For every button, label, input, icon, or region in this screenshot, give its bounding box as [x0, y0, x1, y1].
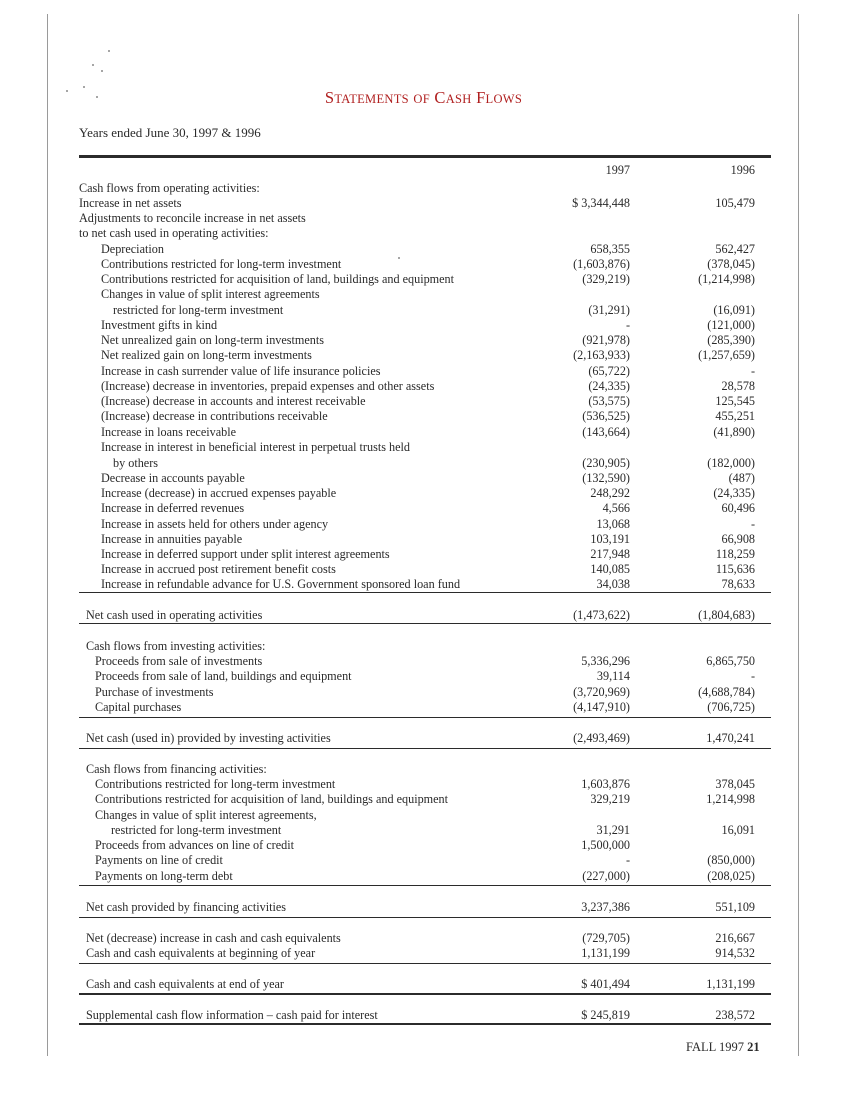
row-label: Payments on line of credit — [95, 853, 223, 867]
table-row — [79, 823, 771, 838]
value-1996: (41,890) — [713, 425, 755, 439]
row-label: Increase in net assets — [79, 196, 182, 210]
value-1997: 31,291 — [596, 823, 630, 837]
table-row — [79, 900, 771, 915]
value-1996: 562,427 — [715, 242, 755, 256]
value-1996: (850,000) — [707, 853, 755, 867]
table-row — [79, 532, 771, 547]
value-1997: 140,085 — [590, 562, 630, 576]
value-1996: 914,532 — [715, 946, 755, 960]
row-label: to net cash used in operating activities: — [79, 226, 269, 240]
table-row — [79, 211, 771, 226]
table-row — [79, 333, 771, 348]
row-label: Proceeds from sale of investments — [95, 654, 263, 668]
page-footer — [686, 1040, 760, 1055]
value-1997: (1,603,876) — [573, 257, 630, 271]
table-row — [79, 471, 771, 486]
row-label: Contributions restricted for long-term investment — [95, 777, 336, 791]
value-1996: (16,091) — [713, 303, 755, 317]
value-1996: (487) — [728, 471, 755, 485]
value-1997: 329,219 — [590, 792, 630, 806]
table-row — [79, 808, 771, 823]
row-label: (Increase) decrease in contributions receivable — [101, 409, 328, 423]
value-1997: (536,525) — [582, 409, 630, 423]
row-label: Purchase of investments — [95, 685, 214, 699]
table-row — [79, 777, 771, 792]
table-row — [79, 379, 771, 394]
value-1996: (208,025) — [707, 869, 755, 883]
table-row — [79, 639, 771, 654]
row-label: Investment gifts in kind — [101, 318, 218, 332]
row-label: Net cash used in operating activities — [86, 608, 263, 622]
value-1997: (2,493,469) — [573, 731, 630, 745]
table-row — [79, 562, 771, 577]
table-row — [79, 242, 771, 257]
page-title: STATEMENTS OF CASH FLOWS — [324, 88, 523, 107]
row-label: Contributions restricted for long-term investment — [101, 257, 342, 271]
row-label: Increase in loans receivable — [101, 425, 237, 439]
value-1996: 66,908 — [721, 532, 755, 546]
table-row — [79, 181, 771, 196]
value-1996: (1,214,998) — [698, 272, 755, 286]
rule-investing-bottom — [79, 748, 771, 749]
row-label: Increase in deferred revenues — [101, 501, 245, 515]
row-label: Contributions restricted for acquisition of land, buildings and equipment — [95, 792, 449, 806]
row-label: Increase (decrease) in accrued expenses payable — [101, 486, 337, 500]
table-row — [79, 762, 771, 777]
table-row — [79, 869, 771, 884]
value-1997: (1,473,622) — [573, 608, 630, 622]
value-1996: - — [750, 517, 755, 531]
row-label: Increase in annuities payable — [101, 532, 243, 546]
row-label: Increase in assets held for others under agency — [101, 517, 329, 531]
value-1997: 39,114 — [596, 669, 630, 683]
value-1996: 238,572 — [715, 1008, 755, 1022]
value-1997: (2,163,933) — [573, 348, 630, 362]
rule-financing-top — [79, 885, 771, 886]
value-1997: (4,147,910) — [573, 700, 630, 714]
row-label: Increase in interest in beneficial interest in perpetual trusts held — [101, 440, 410, 454]
value-1997: $ 3,344,448 — [572, 196, 630, 210]
value-1996: 216,667 — [715, 931, 755, 945]
row-label: Contributions restricted for acquisition of land, buildings and equipment — [101, 272, 455, 286]
row-label: Proceeds from sale of land, buildings and equipment — [95, 669, 352, 683]
row-label: Increase in deferred support under split interest agreements — [101, 547, 390, 561]
value-1997: 658,355 — [590, 242, 630, 256]
rule-operating-bottom — [79, 623, 771, 624]
right-margin-line — [798, 14, 799, 1056]
value-1996: 115,636 — [715, 562, 755, 576]
value-1996: (706,725) — [707, 700, 755, 714]
table-row — [79, 577, 771, 592]
table-row — [79, 287, 771, 302]
value-1997: 34,038 — [596, 577, 630, 591]
value-1997: 248,292 — [590, 486, 630, 500]
table-row — [79, 501, 771, 516]
rule-financing-bottom — [79, 917, 771, 918]
table-row — [79, 318, 771, 333]
value-1996: (24,335) — [713, 486, 755, 500]
row-label: Increase in refundable advance for U.S. Government sponsored loan fund — [101, 577, 461, 591]
value-1996: (182,000) — [707, 456, 755, 470]
row-label: restricted for long-term investment — [111, 823, 282, 837]
value-1997: (143,664) — [582, 425, 630, 439]
value-1997: 1,131,199 — [581, 946, 630, 960]
value-1996: - — [750, 364, 755, 378]
table-row — [79, 1008, 771, 1023]
row-label: by others — [113, 456, 159, 470]
value-1997: 13,068 — [596, 517, 630, 531]
row-label: Changes in value of split interest agreements, — [95, 808, 317, 822]
table-row — [79, 838, 771, 853]
value-1997: (3,720,969) — [573, 685, 630, 699]
row-label: restricted for long-term investment — [113, 303, 284, 317]
col-header-1997: 1997 — [605, 163, 630, 177]
value-1996: 16,091 — [721, 823, 755, 837]
row-label: Increase in accrued post retirement benefit costs — [101, 562, 336, 576]
value-1996: 60,496 — [721, 501, 755, 515]
table-row — [79, 425, 771, 440]
row-label: Changes in value of split interest agreements — [101, 287, 320, 301]
row-label: Net (decrease) increase in cash and cash equivalents — [86, 931, 341, 945]
table-row — [79, 364, 771, 379]
value-1996: 551,109 — [715, 900, 755, 914]
value-1997: (230,905) — [582, 456, 630, 470]
value-1996: 378,045 — [715, 777, 755, 791]
row-label: Proceeds from advances on line of credit — [95, 838, 294, 852]
value-1997: - — [625, 853, 630, 867]
rule-operating-top — [79, 592, 771, 593]
table-row — [79, 931, 771, 946]
value-1996: (1,804,683) — [698, 608, 755, 622]
value-1996: 6,865,750 — [706, 654, 755, 668]
value-1997: - — [625, 318, 630, 332]
value-1996: 1,470,241 — [706, 731, 755, 745]
row-label: Cash and cash equivalents at end of year — [86, 977, 284, 991]
row-label: Supplemental cash flow information – cash paid for interest — [86, 1008, 378, 1022]
value-1997: (132,590) — [582, 471, 630, 485]
table-row — [79, 685, 771, 700]
footer-page-number: 21 — [747, 1040, 760, 1054]
value-1997: 1,603,876 — [581, 777, 630, 791]
value-1996: (378,045) — [707, 257, 755, 271]
row-label: Cash flows from investing activities: — [86, 639, 266, 653]
row-label: Decrease in accounts payable — [101, 471, 245, 485]
row-label: (Increase) decrease in accounts and interest receivable — [101, 394, 366, 408]
table-row — [79, 669, 771, 684]
row-label: Cash and cash equivalents at beginning of year — [86, 946, 316, 960]
row-label: (Increase) decrease in inventories, prepaid expenses and other assets — [101, 379, 435, 393]
value-1997: $ 401,494 — [581, 977, 630, 991]
table-row — [79, 456, 771, 471]
value-1997: 3,237,386 — [581, 900, 630, 914]
footer-season: FALL 1997 — [686, 1040, 744, 1054]
table-row — [79, 608, 771, 623]
value-1997: (729,705) — [582, 931, 630, 945]
table-row — [79, 303, 771, 318]
row-label: Cash flows from operating activities: — [79, 181, 260, 195]
value-1996: 125,545 — [715, 394, 755, 408]
table-row — [79, 654, 771, 669]
value-1997: 103,191 — [590, 532, 630, 546]
table-row — [79, 196, 771, 211]
table-row — [79, 272, 771, 287]
value-1996: 455,251 — [715, 409, 755, 423]
row-label: Increase in cash surrender value of life insurance policies — [101, 364, 381, 378]
row-label: Payments on long-term debt — [95, 869, 233, 883]
value-1997: (65,722) — [588, 364, 630, 378]
value-1996: (1,257,659) — [698, 348, 755, 362]
value-1997: $ 245,819 — [581, 1008, 630, 1022]
value-1996: 28,578 — [721, 379, 755, 393]
table-row — [79, 853, 771, 868]
table-row — [79, 946, 771, 961]
table-row — [79, 226, 771, 241]
value-1997: (227,000) — [582, 869, 630, 883]
value-1997: (921,978) — [582, 333, 630, 347]
table-row — [79, 257, 771, 272]
left-margin-line — [47, 14, 48, 1056]
row-label: Capital purchases — [95, 700, 182, 714]
top-rule — [79, 155, 771, 158]
rule-end-of-year — [79, 993, 771, 995]
value-1997: 4,566 — [602, 501, 630, 515]
value-1996: (4,688,784) — [698, 685, 755, 699]
row-label: Net cash provided by financing activities — [86, 900, 287, 914]
col-header-1996: 1996 — [730, 163, 755, 177]
value-1996: 1,214,998 — [706, 792, 755, 806]
row-label: Adjustments to reconcile increase in net assets — [79, 211, 306, 225]
table-row — [79, 792, 771, 807]
row-label: Net unrealized gain on long-term investments — [101, 333, 325, 347]
table-row — [79, 440, 771, 455]
value-1996: (121,000) — [707, 318, 755, 332]
table-row — [79, 409, 771, 424]
value-1996: (285,390) — [707, 333, 755, 347]
row-label: Depreciation — [101, 242, 164, 256]
rule-bottom — [79, 1023, 771, 1025]
value-1997: 5,336,296 — [581, 654, 630, 668]
rule-net-change — [79, 963, 771, 964]
value-1997: 217,948 — [590, 547, 630, 561]
table-row — [79, 700, 771, 715]
table-row — [79, 348, 771, 363]
value-1996: - — [750, 669, 755, 683]
value-1997: 1,500,000 — [581, 838, 630, 852]
table-row — [79, 394, 771, 409]
table-row — [79, 731, 771, 746]
value-1997: (53,575) — [588, 394, 630, 408]
value-1997: (24,335) — [588, 379, 630, 393]
row-label: Cash flows from financing activities: — [86, 762, 267, 776]
value-1997: (31,291) — [588, 303, 630, 317]
period-subtitle: Years ended June 30, 1997 & 1996 — [79, 125, 261, 140]
value-1996: 105,479 — [715, 196, 755, 210]
table-row — [79, 547, 771, 562]
row-label: Net cash (used in) provided by investing activities — [86, 731, 331, 745]
rule-investing-top — [79, 717, 771, 718]
value-1996: 78,633 — [721, 577, 755, 591]
value-1997: (329,219) — [582, 272, 630, 286]
table-row — [79, 517, 771, 532]
table-row — [79, 977, 771, 992]
table-row — [79, 486, 771, 501]
value-1996: 1,131,199 — [706, 977, 755, 991]
row-label: Net realized gain on long-term investments — [101, 348, 312, 362]
value-1996: 118,259 — [715, 547, 755, 561]
